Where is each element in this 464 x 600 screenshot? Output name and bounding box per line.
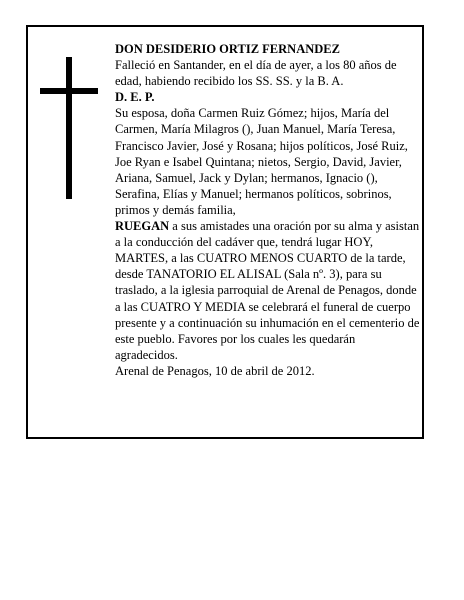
cross-horizontal-bar: [40, 88, 98, 94]
obituary-notice: [26, 25, 424, 439]
notice-text: [115, 41, 421, 379]
family-list: Su esposa, doña Carmen Ruiz Gómez; hijos, María del Carmen, María Milagros (), Juan Manuel, María Teresa, Francisco Javier, José y Rosana; hijos políticos, José Ruiz, Joe Ryan e Isabel Quintana; nietos, Sergio, David, Javier, Ariana, Samuel, Jack y Dylan; hermanos, Ignacio (), Serafina, Elías y Manuel; hermanos políticos, sobrinos, primos y demás familia,: [115, 106, 408, 217]
latin-cross-icon: [40, 57, 98, 199]
cross-vertical-bar: [66, 57, 72, 199]
death-announcement: Falleció en Santander, en el día de ayer, a los 80 años de edad, habiendo recibido los SS. SS. y la B. A.: [115, 58, 397, 89]
place-date: Arenal de Penagos, 10 de abril de 2012.: [115, 363, 315, 378]
rest-in-peace: D. E. P.: [115, 90, 155, 105]
request-paragraph: [115, 218, 421, 363]
deceased-name: DON DESIDERIO ORTIZ FERNANDEZ: [115, 42, 340, 56]
request-text: a sus amistades una oración por su alma y asistan a la conducción del cadáver que, tendrá lugar HOY, MARTES, a las CUATRO MENOS CUARTO de la tarde, desde TANATORIO EL ALISAL (Sala nº. 3), para su traslado, a la iglesia parroquial de Arenal de Penagos, donde a las CUATRO Y MEDIA se celebrará el funeral de cuerpo presente y a continuación su inhumación en el cementerio de este pueblo. Favores por los cuales les quedarán agradecidos.: [115, 219, 420, 362]
request-word: RUEGAN: [115, 219, 170, 234]
